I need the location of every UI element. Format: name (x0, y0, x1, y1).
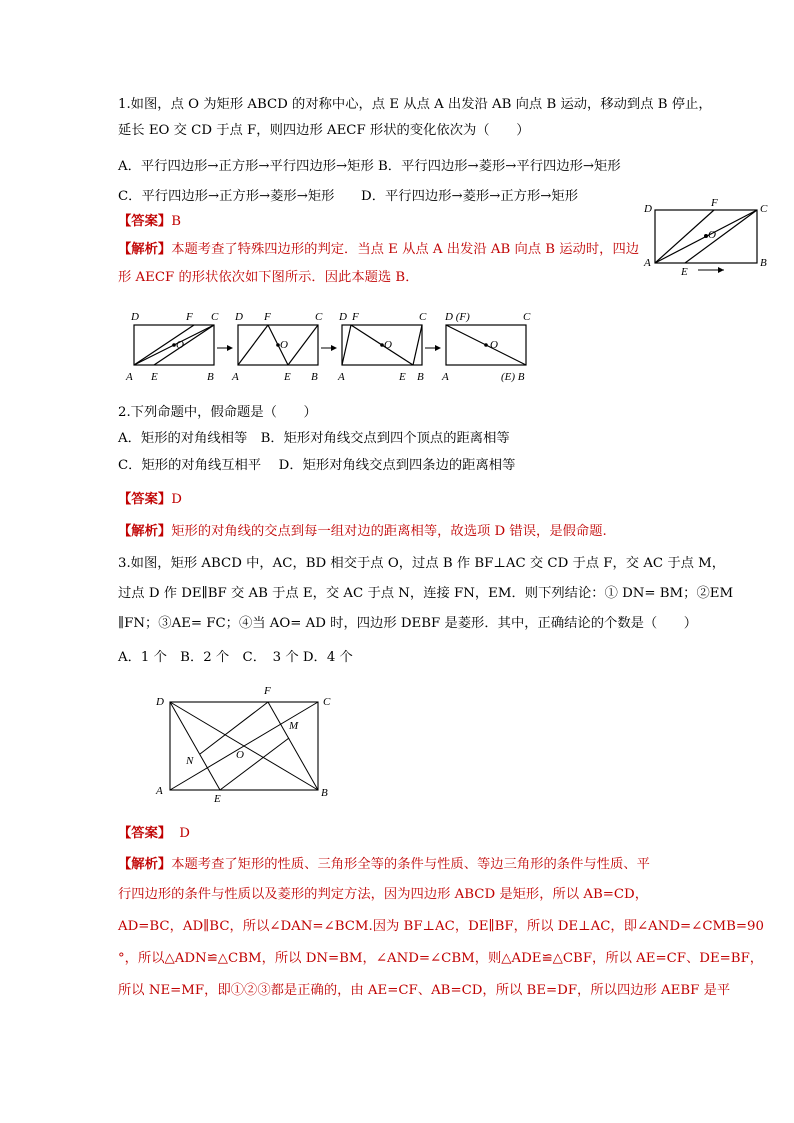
label-E: E (681, 266, 688, 278)
q3-stem-line3: ∥FN；③AE= FC；④当 AO= AD 时，四边形 DEBF 是菱形．其中，正确结论的个数是（ ） (118, 616, 698, 631)
p1-label-A: A (126, 371, 133, 383)
q1-figure (640, 196, 780, 276)
label-N: N (186, 755, 194, 767)
q1-stem-line2: 延长 EO 交 CD 于点 F，则四边形 AECF 形状的变化依次为（ ） (118, 123, 530, 138)
q3-analysis-line5: 所以 NE=MF，即①②③都是正确的，由 AE=CF、AB=CD，所以 BE=DF，所以四边形 AEBF 是平 (118, 983, 731, 998)
q3-analysis-line4: °，所以△ADN≌△CBM，所以 DN=BM，∠AND=∠CBM，则△ADE≌△CBF，所以 AE=CF、DE=BF， (118, 951, 764, 966)
answer-label: 【答案】 (118, 214, 172, 229)
p2-label-F: F (264, 311, 271, 323)
q2-options-cd: C．矩形的对角线互相平 D．矩形对角线交点到四条边的距离相等 (118, 458, 516, 473)
answer-value: B (171, 214, 181, 229)
label-C: C (323, 696, 331, 708)
label-D: D (156, 696, 164, 708)
label-F: F (711, 197, 718, 209)
p2-label-C: C (315, 311, 323, 323)
p1-label-E: E (151, 371, 158, 383)
label-O: O (708, 229, 716, 241)
analysis-label: 【解析】 (118, 524, 172, 539)
q3-stem-line1: 3.如图，矩形 ABCD 中，AC，BD 相交于点 O，过点 B 作 BF⊥AC 交 CD 于点 F，交 AC 于点 M， (118, 556, 726, 571)
p2-label-O: O (280, 339, 288, 351)
label-A: A (156, 785, 163, 797)
q1-options-ab: A．平行四边形→正方形→平行四边形→矩形 B．平行四边形→菱形→平行四边形→矩形 (118, 159, 621, 174)
q1-options-cd: C．平行四边形→正方形→菱形→矩形 D．平行四边形→菱形→正方形→矩形 (118, 189, 578, 204)
p3-label-F: F (352, 311, 359, 323)
label-O: O (236, 749, 244, 761)
answer-value: D (171, 492, 182, 507)
p4-label-DF: D (F) (445, 311, 470, 323)
p1-label-O: O (176, 339, 184, 351)
p3-label-C: C (419, 311, 427, 323)
q2-options-ab: A．矩形的对角线相等 B．矩形对角线交点到四个顶点的距离相等 (118, 431, 510, 446)
p3-label-B: B (417, 371, 424, 383)
p3-label-E: E (399, 371, 406, 383)
q3-stem-line2: 过点 D 作 DE∥BF 交 AB 于点 E，交 AC 于点 N，连接 FN，EM．则下列结论：① DN= BM；②EM (118, 586, 734, 601)
p1-label-F: F (186, 311, 193, 323)
q2-answer (118, 491, 182, 509)
label-D: D (644, 203, 652, 215)
label-F: F (264, 685, 271, 697)
p4-label-A: A (442, 371, 449, 383)
p2-label-E: E (284, 371, 291, 383)
q1-stem-line1: 1.如图，点 O 为矩形 ABCD 的对称中心，点 E 从点 A 出发沿 AB 向点 B 运动，移动到点 B 停止， (118, 97, 712, 112)
q1-analysis-line2: 形 AECF 的形状依次如下图所示．因此本题选 B． (118, 270, 419, 285)
analysis-label: 【解析】 (118, 857, 172, 872)
analysis-label: 【解析】 (118, 242, 172, 257)
analysis-text: 本题考查了特殊四边形的判定．当点 E 从点 A 出发沿 AB 向点 B 运动时，四边 (171, 242, 640, 257)
p2-label-A: A (232, 371, 239, 383)
p3-label-O: O (384, 339, 392, 351)
p2-label-D: D (235, 311, 243, 323)
p1-label-C: C (211, 311, 219, 323)
q1-sequence-figure (118, 303, 538, 385)
q3-figure (148, 682, 348, 807)
label-M: M (289, 720, 299, 732)
p4-label-C: C (523, 311, 531, 323)
q3-analysis-line3: AD=BC，AD∥BC，所以∠DAN=∠BCM.因为 BF⊥AC，DE∥BF，所以 DE⊥AC，即∠AND=∠CMB=90 (118, 919, 764, 934)
q3-analysis-line1 (118, 856, 650, 874)
analysis-text: 矩形的对角线的交点到每一组对边的距离相等，故选项 D 错误，是假命题. (171, 524, 607, 539)
label-E: E (214, 793, 221, 805)
answer-label: 【答案】 (118, 492, 172, 507)
q3-analysis-line2: 行四边形的条件与性质以及菱形的判定方法，因为四边形 ABCD 是矩形，所以 AB=CD， (118, 887, 648, 902)
q3-options: A．1 个 B．2 个 C． 3 个 D．4 个 (118, 650, 353, 665)
p4-label-EB: (E) B (501, 371, 525, 383)
label-A: A (644, 257, 651, 269)
q1-answer (118, 213, 181, 231)
label-B: B (321, 787, 328, 799)
label-B: B (760, 257, 767, 269)
q2-analysis (118, 523, 607, 541)
p3-label-A: A (338, 371, 345, 383)
p3-label-D: D (339, 311, 347, 323)
answer-value: D (179, 826, 190, 841)
analysis-text: 本题考查了矩形的性质、三角形全等的条件与性质、等边三角形的条件与性质、平 (171, 857, 650, 872)
p1-label-D: D (131, 311, 139, 323)
answer-label: 【答案】 (118, 826, 172, 841)
p4-label-O: O (490, 339, 498, 351)
label-C: C (760, 203, 768, 215)
p1-label-B: B (207, 371, 214, 383)
q3-answer (118, 825, 190, 843)
p2-label-B: B (311, 371, 318, 383)
q2-stem: 2.下列命题中，假命题是（ ） (118, 405, 317, 420)
q1-analysis-line1 (118, 241, 639, 259)
